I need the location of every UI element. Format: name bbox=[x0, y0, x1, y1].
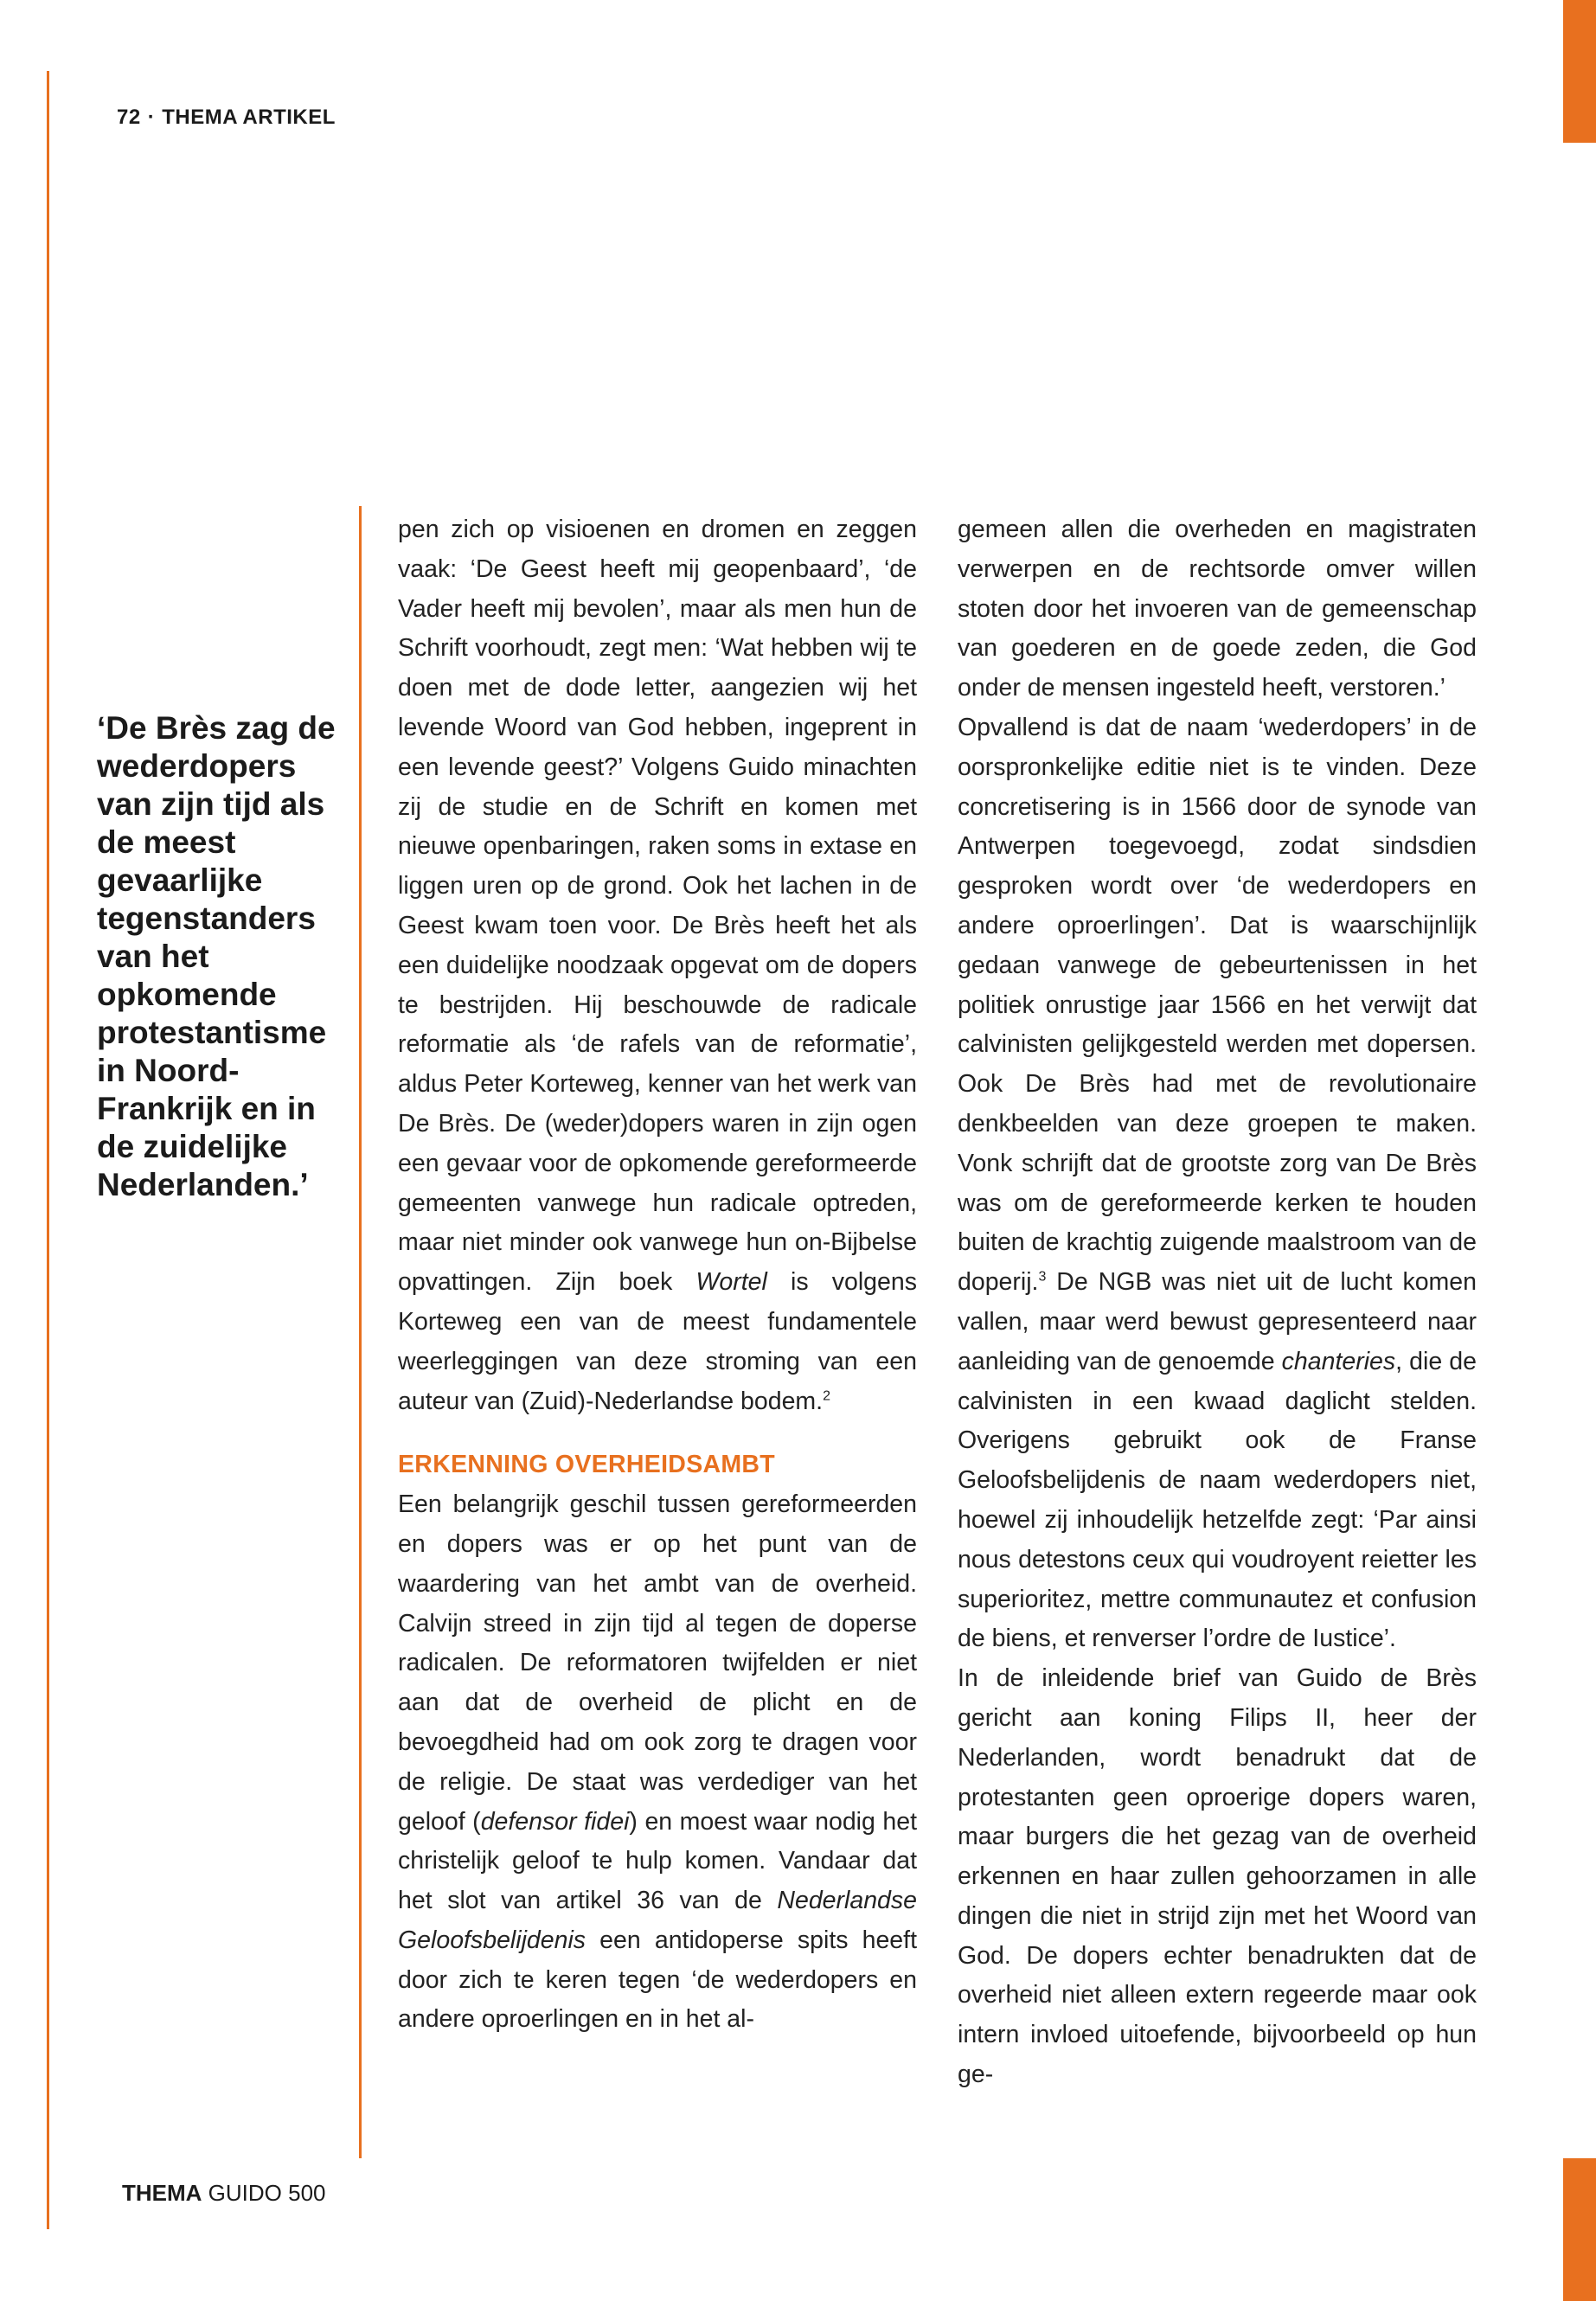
italic-text: chanteries bbox=[1281, 1347, 1396, 1375]
paragraph: In de inleidende brief van Guido de Brès gericht aan koning Filips II, heer der Nederlanden, wordt benadrukt dat de protestanten geen oproerige dopers waren, maar burgers die het gezag van de overheid erkennen en haar zullen gehoorzamen in alle dingen die niet in strijd zijn met het Woord van God. De dopers echter benadrukten dat de overheid niet alleen extern regeerde maar ook intern invloed uitoefende, bijvoorbeeld op hun ge- bbox=[958, 1664, 1477, 2089]
pull-quote: ‘De Brès zag de wederdopers van zijn tijd als de meest gevaarlijke tegenstanders van het opkomende protestantisme in Noord-Frankrijk en in de zuidelijke Nederlanden.’ bbox=[97, 710, 336, 1202]
section-heading: ERKENNING OVERHEIDSAMBT bbox=[398, 1451, 776, 1479]
left-orange-rule bbox=[47, 71, 49, 2229]
italic-text: Nederlandse Geloofsbelijdenis bbox=[398, 1887, 917, 1954]
italic-text: Wortel bbox=[695, 1268, 767, 1297]
text-column-2 bbox=[958, 510, 1477, 2095]
text-run: ) en moest waar nodig het christelijk geloof te hulp komen. Vandaar dat het slot van artikel 36 van de bbox=[398, 1807, 917, 1915]
column-orange-rule bbox=[359, 506, 362, 2158]
text-run: Een belangrijk geschil tussen gereformeerden en dopers was er op het punt van de waardering van het ambt van de overheid. Calvijn streed in zijn tijd al tegen de doperse radicalen. De reformatoren twijfelden er niet aan dat de overheid de plicht en de bevoegdheid had om ook zorg te dragen voor de religie. De staat was verdediger van het geloof ( bbox=[398, 1490, 917, 1836]
footer-issue: GUIDO 500 bbox=[208, 2180, 326, 2206]
header-separator: · bbox=[147, 106, 156, 129]
paragraph bbox=[398, 510, 917, 1421]
text-run: , die de calvinisten in een kwaad daglicht stelden. Overigens gebruikt ook de Franse Geloofsbelijdenis de naam wederdopers niet, hoewel zij inhoudelijk hetzelfde zegt: ‘Par ainsi nous detestons ceux qui voudroyent reietter les superioritez, mettre communautez et confusion de biens, et renverser l’ordre de Iustice’. bbox=[958, 1347, 1477, 1653]
text-run: De NGB was niet uit de lucht komen vallen, maar werd bewust gepresenteerd naar aanleiding van de genoemde bbox=[958, 1268, 1477, 1375]
text-column-1 bbox=[398, 510, 917, 2040]
section-label: THEMA ARTIKEL bbox=[162, 106, 336, 129]
text-run: een antidoperse spits heeft door zich te keren tegen ‘de wederdopers en andere oproerlingen en in het al- bbox=[398, 1926, 917, 2034]
orange-edge-tab-top bbox=[1563, 0, 1596, 143]
text-run: pen zich op visioenen en dromen en zeggen vaak: ‘De Geest heeft mij geopenbaard’, ‘de Vader heeft mij bevolen’, maar als men hun de Schrift voorhoudt, zegt men: ‘Wat hebben wij te doen met de dode letter, aangezien wij het levende Woord van God hebben, ingeprent in een levende geest?’ Volgens Guido minachten zij de studie en de Schrift en komen met nieuwe openbaringen, raken soms in extase en liggen uren op de grond. Ook het lachen in de Geest kwam toen voor. De Brès heeft het als een duidelijke noodzaak opgevat om de dopers te bestrijden. Hij beschouwde de radicale reformatie als ‘de rafels van de reformatie’, aldus Peter Korteweg, kenner van het werk van De Brès. De (weder)dopers waren in zijn ogen een gevaar voor de opkomende gereformeerde gemeenten vanwege hun radicale optreden, maar niet minder ook vanwege hun on-Bijbelse opvattingen. Zijn boek bbox=[398, 516, 917, 1297]
paragraph: gemeen allen die overheden en magistraten verwerpen en de rechtsorde omver willen stoten door het invoeren van de gemeenschap van goederen en de goede zeden, die God onder de mensen ingesteld heeft, verstoren.’ bbox=[958, 516, 1477, 702]
text-run: Opvallend is dat de naam ‘wederdopers’ in de oorspronkelijke editie niet is te vinden. Deze concretisering is in 1566 door de synode van Antwerpen toegevoegd, zodat sindsdien gesproken wordt over ‘de wederdopers en andere oproerlingen’. Dat is waarschijnlijk gedaan vanwege de gebeurtenissen in het politiek onrustige jaar 1566 en het verwijt dat calvinisten gelijkgesteld werden met dopersen. Ook De Brès had met de revolutionaire denkbeelden van deze groepen te maken. Vonk schrijft dat de grootste zorg van De Brès was om de gereformeerde kerken te houden buiten de krachtig zuigende maalstroom van de doperij. bbox=[958, 713, 1477, 1297]
footer-brand: THEMA bbox=[122, 2180, 202, 2206]
footnote-ref: 3 bbox=[1038, 1269, 1047, 1285]
footnote-ref: 2 bbox=[823, 1388, 831, 1404]
page-header bbox=[117, 106, 336, 130]
text-run: is volgens Korteweg een van de meest fundamentele weerleggingen van deze stroming van een auteur van (Zuid)-Nederlandse bodem. bbox=[398, 1268, 917, 1415]
page-number: 72 bbox=[117, 106, 141, 129]
page-footer bbox=[122, 2180, 326, 2207]
paragraph bbox=[958, 708, 1477, 1659]
orange-edge-tab-bottom bbox=[1563, 2158, 1596, 2301]
italic-text: defensor fidei bbox=[480, 1807, 630, 1836]
paragraph bbox=[398, 1485, 917, 2040]
